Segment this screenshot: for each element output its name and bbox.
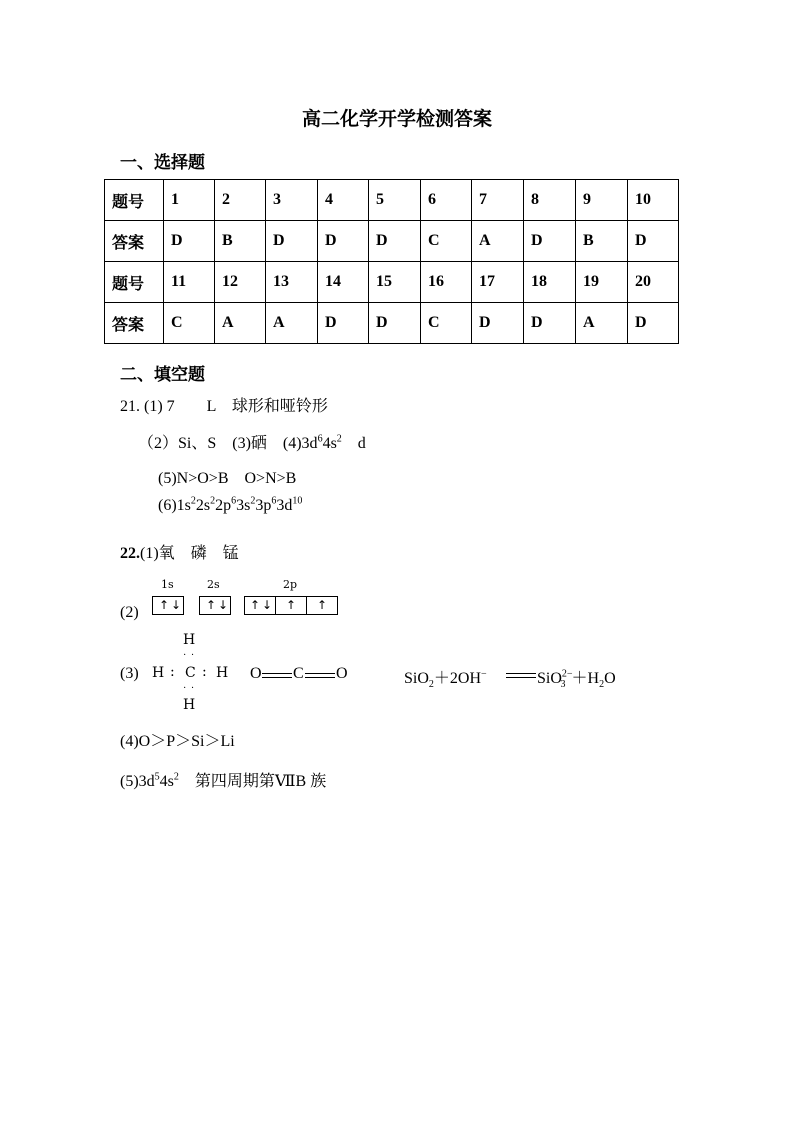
- sup: 2: [250, 495, 256, 507]
- table-cell: 4: [318, 180, 369, 221]
- page-title: 高二化学开学检测答案: [301, 109, 492, 130]
- spin-down-arrow-icon: ↓: [262, 598, 273, 612]
- lewis-c-center: C: [185, 665, 196, 681]
- co2-c: C: [293, 665, 304, 682]
- table-cell: 6: [421, 180, 472, 221]
- lewis-dots-bottom: · ·: [183, 683, 196, 694]
- sup: 5: [154, 771, 160, 783]
- table-cell: D: [524, 221, 576, 262]
- orbital-cell: [307, 597, 338, 614]
- lewis-h-right: H: [216, 665, 229, 681]
- equation-right: [537, 665, 616, 691]
- table-cell: D: [318, 221, 369, 262]
- q21-line-3: (5)N>O>B O>N>B: [158, 470, 297, 487]
- table-cell: 15: [369, 262, 421, 303]
- table-cell: D: [628, 221, 679, 262]
- cfg-part: 3d: [276, 497, 293, 514]
- sup: 2: [173, 771, 179, 783]
- eq-part: ＋2OH: [433, 670, 482, 687]
- lewis-h-top: H: [183, 632, 196, 648]
- table-cell: 7: [472, 180, 524, 221]
- sup: 2−: [561, 668, 573, 680]
- q21-line-1: 21. (1) 7 L 球形和哑铃形: [120, 398, 328, 415]
- q22-line-5-text-c: 第四周期第ⅦB 族: [178, 773, 327, 790]
- table-cell: 17: [472, 262, 524, 303]
- answer-table: [104, 179, 679, 344]
- q22-line-1: [120, 540, 239, 563]
- sub: 3: [560, 679, 566, 691]
- table-cell: D: [369, 303, 421, 344]
- eq-part: ＋H: [571, 670, 600, 687]
- spin-up-arrow-icon: ↑: [317, 598, 328, 612]
- spin-down-arrow-icon: ↓: [171, 598, 182, 612]
- lewis-dots-top: · ·: [183, 650, 196, 661]
- orbital-box-2p: [244, 596, 338, 615]
- table-cell: D: [524, 303, 576, 344]
- row-header-cell: 题号: [105, 262, 164, 303]
- co2-o-left: O: [250, 665, 262, 682]
- table-cell: B: [215, 221, 266, 262]
- q21-line-2-text-b: 4s: [322, 435, 337, 452]
- table-cell: A: [472, 221, 524, 262]
- section-fill-heading: 二、填空题: [120, 365, 205, 384]
- eq-part: O: [604, 670, 616, 687]
- table-cell: C: [164, 303, 215, 344]
- cfg-part: (6)1s: [158, 497, 191, 514]
- orbital-label-2s: 2s: [207, 578, 220, 591]
- table-cell: C: [421, 221, 472, 262]
- q21-line-2-text: （2）Si、S (3)硒 (4)3d: [138, 435, 318, 452]
- table-cell: C: [421, 303, 472, 344]
- eq-part: SiO: [537, 670, 562, 687]
- spin-up-arrow-icon: ↑: [250, 598, 261, 612]
- orbital-box-2s: [199, 596, 231, 615]
- table-cell: D: [628, 303, 679, 344]
- q22-part3-label: (3): [120, 665, 139, 682]
- lewis-colon-right: :: [202, 664, 207, 680]
- sup: 10: [292, 495, 303, 507]
- table-cell: 8: [524, 180, 576, 221]
- cfg-part: 3s: [236, 497, 251, 514]
- section-choice-heading: 一、选择题: [120, 153, 205, 172]
- table-cell: D: [164, 221, 215, 262]
- table-cell: D: [318, 303, 369, 344]
- sup: 2: [336, 433, 342, 445]
- sub: 2: [428, 679, 434, 691]
- orbital-label-2p: 2p: [283, 578, 298, 591]
- table-cell: 14: [318, 262, 369, 303]
- table-cell: 19: [576, 262, 628, 303]
- table-cell: 9: [576, 180, 628, 221]
- table-cell: D: [472, 303, 524, 344]
- equals-sign-icon: [506, 672, 536, 680]
- lewis-h-bottom: H: [183, 697, 196, 713]
- table-cell: 13: [266, 262, 318, 303]
- cfg-part: 2s: [195, 497, 211, 514]
- orbital-cell: [276, 597, 307, 614]
- table-row: [105, 303, 679, 344]
- lewis-h-left: H: [152, 665, 165, 681]
- spin-up-arrow-icon: ↑: [286, 598, 297, 612]
- q21-line-2: [138, 430, 366, 453]
- q22-line-5-text: (5)3d: [120, 773, 155, 790]
- equation-left: [404, 665, 487, 691]
- double-bond-icon: [305, 672, 335, 680]
- table-row: [105, 262, 679, 303]
- q22-line-5-text-b: 4s: [159, 773, 174, 790]
- table-cell: A: [266, 303, 318, 344]
- sup: 6: [271, 495, 277, 507]
- q22-line-5: [120, 768, 326, 791]
- co2-o-right: O: [336, 665, 348, 682]
- table-cell: D: [369, 221, 421, 262]
- table-cell: D: [266, 221, 318, 262]
- q22-number: 22.: [120, 545, 140, 562]
- table-cell: 2: [215, 180, 266, 221]
- table-cell: A: [576, 303, 628, 344]
- q22-line-4: (4)O＞P＞Si＞Li: [120, 733, 235, 750]
- table-cell: 16: [421, 262, 472, 303]
- table-cell: 12: [215, 262, 266, 303]
- lewis-colon-left: :: [170, 664, 175, 680]
- cfg-part: 2p: [215, 497, 232, 514]
- table-cell: A: [215, 303, 266, 344]
- row-header-cell: 答案: [105, 303, 164, 344]
- table-cell: 10: [628, 180, 679, 221]
- spin-down-arrow-icon: ↓: [218, 598, 229, 612]
- table-row: [105, 180, 679, 221]
- table-cell: 5: [369, 180, 421, 221]
- table-cell: 18: [524, 262, 576, 303]
- spin-up-arrow-icon: ↑: [159, 598, 170, 612]
- q21-line-2-text-c: d: [341, 435, 366, 452]
- q22-line-1-text: (1)氧 磷 锰: [140, 545, 239, 562]
- sup: −: [481, 668, 487, 680]
- q21-line-4: [158, 497, 302, 515]
- row-header-cell: 题号: [105, 180, 164, 221]
- sup: 2: [210, 495, 216, 507]
- orbital-box-1s: [152, 596, 184, 615]
- sup: 6: [231, 495, 237, 507]
- table-cell: 1: [164, 180, 215, 221]
- table-cell: 11: [164, 262, 215, 303]
- sup: 6: [317, 433, 323, 445]
- cfg-part: 3p: [255, 497, 272, 514]
- orbital-label-1s: 1s: [161, 578, 174, 591]
- table-cell: 20: [628, 262, 679, 303]
- sub: 2: [599, 679, 605, 691]
- table-row: [105, 221, 679, 262]
- sup: 2: [190, 495, 196, 507]
- table-cell: 3: [266, 180, 318, 221]
- table-cell: B: [576, 221, 628, 262]
- q22-part2-label: (2): [120, 604, 139, 621]
- double-bond-icon: [262, 672, 292, 680]
- eq-part: SiO: [404, 670, 429, 687]
- row-header-cell: 答案: [105, 221, 164, 262]
- spin-up-arrow-icon: ↑: [206, 598, 217, 612]
- orbital-cell: [245, 597, 276, 614]
